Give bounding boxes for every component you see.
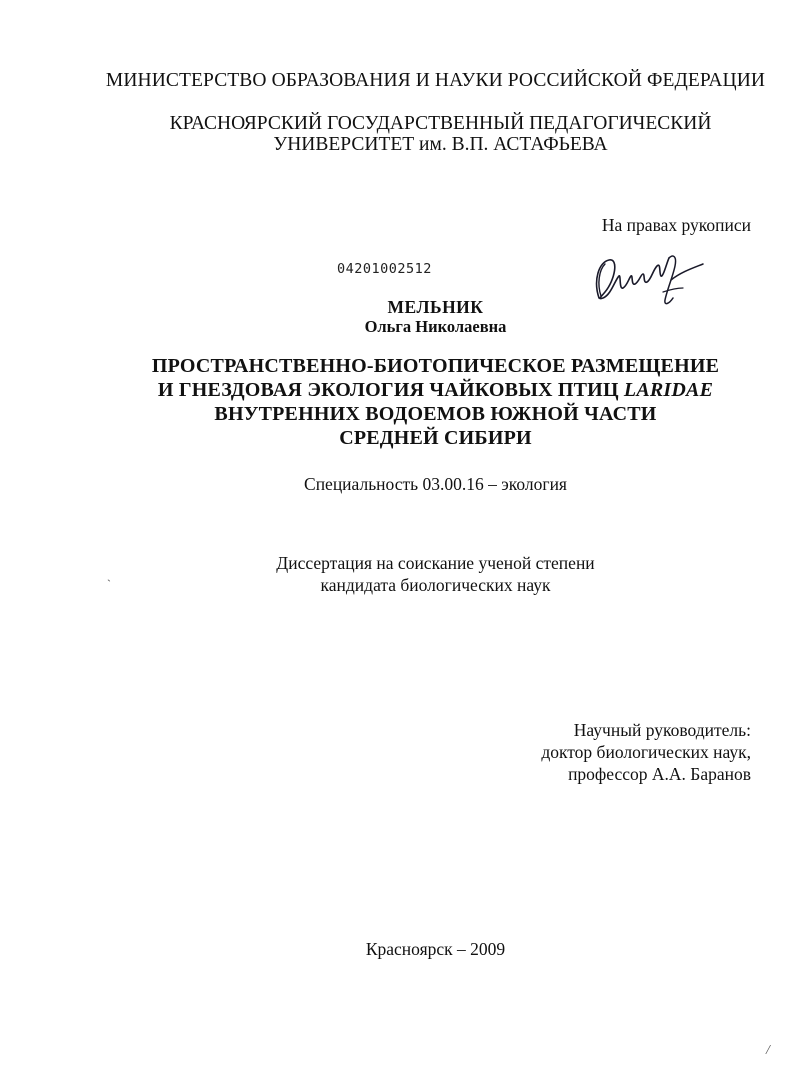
supervisor-label: Научный руководитель: xyxy=(573,720,751,740)
title-latin-taxon: LARIDAE xyxy=(623,379,714,401)
title-line2-prefix: И ГНЕЗДОВАЯ ЭКОЛОГИЯ ЧАЙКОВЫХ ПТИЦ xyxy=(157,379,624,401)
supervisor-name: профессор А.А. Баранов xyxy=(568,764,751,784)
dissertation-title-line4: СРЕДНЕЙ СИБИРИ xyxy=(339,427,532,449)
university-name-line1: КРАСНОЯРСКИЙ ГОСУДАРСТВЕННЫЙ ПЕДАГОГИЧЕСКИЙ xyxy=(169,113,712,134)
author-last-name: МЕЛЬНИК xyxy=(387,297,484,317)
registration-code: 04201002512 xyxy=(337,261,432,277)
supervisor-degree: доктор биологических наук, xyxy=(541,742,751,762)
corner-mark: / xyxy=(766,1043,770,1058)
university-name-line2: УНИВЕРСИТЕТ им. В.П. АСТАФЬЕВА xyxy=(273,134,608,155)
stray-mark: ` xyxy=(107,577,111,591)
degree-statement-line1: Диссертация на соискание ученой степени xyxy=(276,553,595,573)
dissertation-title-line2 xyxy=(40,379,791,402)
author-first-names: Ольга Николаевна xyxy=(364,317,507,336)
ministry-heading: МИНИСТЕРСТВО ОБРАЗОВАНИЯ И НАУКИ РОССИЙСКОЙ ФЕДЕРАЦИИ xyxy=(105,70,766,91)
dissertation-title-line1: ПРОСТРАНСТВЕННО-БИОТОПИЧЕСКОЕ РАЗМЕЩЕНИЕ xyxy=(151,355,720,377)
city-year: Красноярск – 2009 xyxy=(365,939,506,959)
degree-statement-line2: кандидата биологических наук xyxy=(320,575,551,595)
dissertation-title-line3: ВНУТРЕННИХ ВОДОЕМОВ ЮЖНОЙ ЧАСТИ xyxy=(214,403,657,425)
manuscript-rights-note: На правах рукописи xyxy=(601,215,751,235)
supervisor-block xyxy=(451,719,751,785)
specialty-line: Специальность 03.00.16 – экология xyxy=(304,474,567,494)
